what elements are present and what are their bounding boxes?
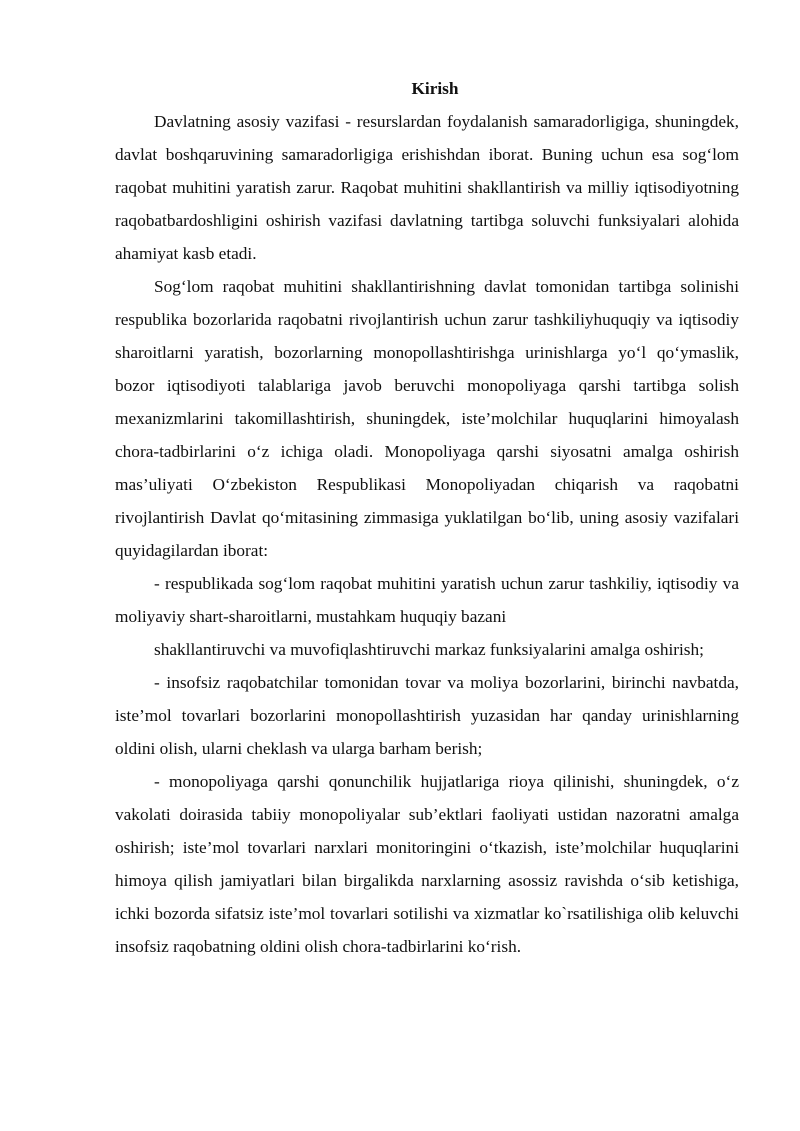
- list-item-antimonopoly-compliance: - monopoliyaga qarshi qonunchilik hujjatlariga rioya qilinishi, shuningdek, o‘z vakolati doirasida tabiiy monopoliyalar sub’ektlari faoliyati ustidan nazoratni amalga oshirish; iste’mol tovarlari narxlari monitoringini o‘tkazish, iste’molchilar huquqlarini himoya qilish jamiyatlari bilan birgalikda narxlarning asossiz ravishda o‘sib ketishiga, ichki bozorda sifatsiz iste’mol tovarlari sotilishi va xizmatlar ko`rsatilishiga olib keluvchi insofsiz raqobatning oldini olish chora-tadbirlarini ko‘rish.: [115, 772, 739, 956]
- document-title: Kirish: [411, 79, 459, 98]
- paragraph-intro: Davlatning asosiy vazifasi - resurslardan foydalanish samaradorligiga, shuningdek, davlat boshqaruvining samaradorligiga erishishdan iborat. Buning uchun esa sog‘lom raqobat muhitini yaratish zarur. Raqobat muhitini shakllantirish va milliy iqtisodiyotning raqobatbardoshligini oshirish vazifasi davlatning tartibga soluvchi funksiyalari alohida ahamiyat kasb etadi.: [115, 112, 739, 263]
- document-page: [115, 76, 739, 963]
- paragraph-regulation: Sog‘lom raqobat muhitini shakllantirishning davlat tomonidan tartibga solinishi respublika bozorlarida raqobatni rivojlantirish uchun zarur tashkiliyhuquqiy va iqtisodiy sharoitlarni yaratish, bozorlarning monopollashtirishga urinishlarga yo‘l qo‘ymaslik, bozor iqtisodiyoti talablariga javob beruvchi monopoliyaga qarshi tartibga solish mexanizmlarini takomillashtirish, shuningdek, iste’molchilar huquqlarini himoyalash chora-tadbirlarini o‘z ichiga oladi. Monopoliyaga qarshi siyosatni amalga oshirish mas’uliyati O‘zbekiston Respublikasi Monopoliyadan chiqarish va raqobatni rivojlantirish Davlat qo‘mitasining zimmasiga yuklatilgan bo‘lib, uning asosiy vazifalari quyidagilardan iborat:: [115, 277, 739, 560]
- paragraph-coordination-center: shakllantiruvchi va muvofiqlashtiruvchi markaz funksiyalarini amalga oshirish;: [154, 640, 704, 659]
- list-item-unfair-competitors: - insofsiz raqobatchilar tomonidan tovar va moliya bozorlarini, birinchi navbatda, iste’mol tovarlari bozorlarini monopollashtirish yuzasidan har qanday urinishlarning oldini olish, ularni cheklash va ularga barham berish;: [115, 673, 739, 758]
- list-item-competition-environment: - respublikada sog‘lom raqobat muhitini yaratish uchun zarur tashkiliy, iqtisodiy va moliyaviy shart-sharoitlarni, mustahkam huquqiy bazani: [115, 574, 739, 626]
